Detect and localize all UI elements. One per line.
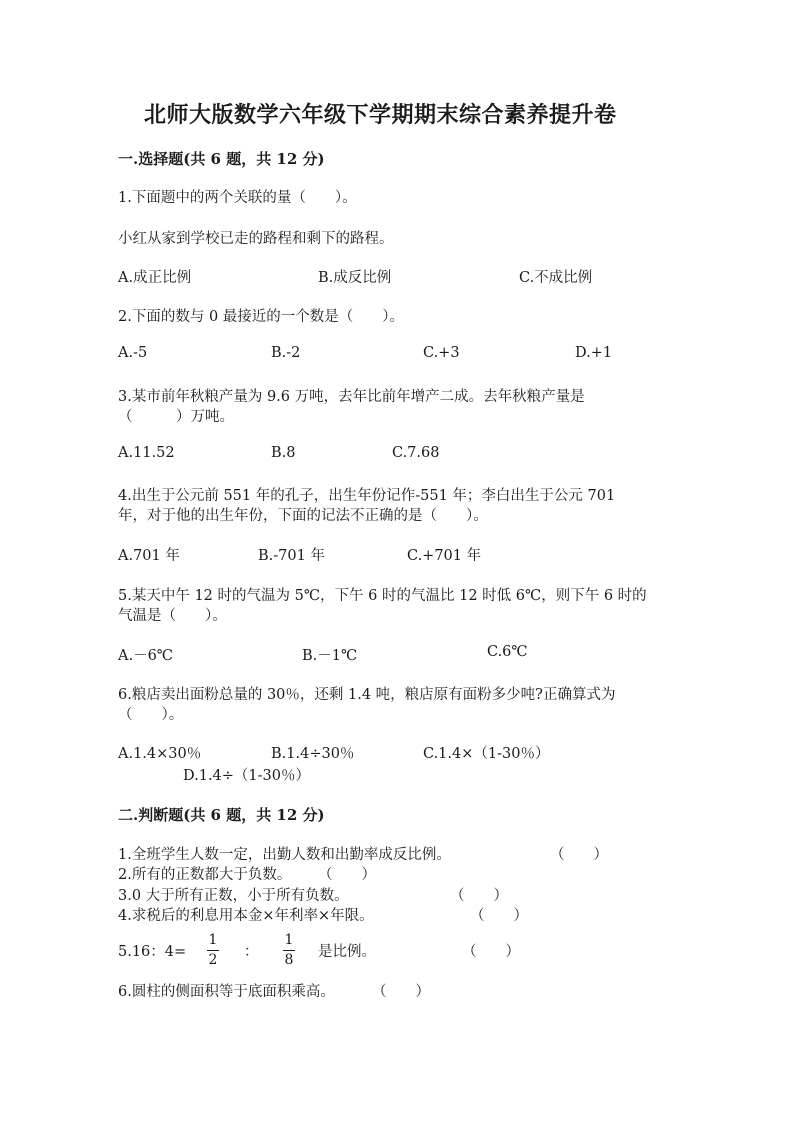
fraction-1-bar	[207, 950, 219, 951]
question-4-option-b: B.-701 年	[258, 548, 325, 564]
question-6-option-d: D.1.4÷（1-30％）	[183, 768, 311, 784]
question-2-option-a: A.-5	[118, 345, 148, 361]
judgement-5-fraction-2	[283, 932, 295, 969]
judgement-3-blank[interactable]: （ ）	[450, 888, 508, 904]
question-2-stem: 2.下面的数与 0 最接近的一个数是（ ）。	[118, 309, 405, 325]
question-4-stem-line2: 年，对于他的出生年份，下面的记法不正确的是（ ）。	[118, 508, 488, 524]
fraction-2-bar	[283, 950, 295, 951]
judgement-2-blank[interactable]: （ ）	[318, 867, 376, 883]
judgement-2-text: 2.所有的正数都大于负数。	[118, 867, 292, 883]
fraction-1-numerator: 1	[208, 932, 218, 948]
judgement-1-blank[interactable]: （ ）	[550, 847, 608, 863]
question-3-option-a: A.11.52	[118, 445, 175, 461]
question-5-option-b: B.－1℃	[302, 648, 358, 664]
question-5-option-c: C.6℃	[487, 644, 528, 660]
question-4-stem-line1: 4.出生于公元前 551 年的孔子，出生年份记作-551 年；李白出生于公元 701	[118, 488, 616, 504]
question-1-option-a: A.成正比例	[118, 270, 192, 286]
judgement-6-text: 6.圆柱的侧面积等于底面积乘高。	[118, 984, 335, 1000]
question-2-option-d: D.+1	[575, 345, 613, 361]
judgement-5-fraction-1	[207, 932, 219, 969]
question-1-option-c: C.不成比例	[519, 270, 593, 286]
question-6-stem-line1: 6.粮店卖出面粉总量的 30％，还剩 1.4 吨，粮店原有面粉多少吨?正确算式为	[118, 687, 616, 703]
question-6-stem-line2: （ ）。	[118, 707, 184, 723]
judgement-6-blank[interactable]: （ ）	[372, 984, 430, 1000]
question-3-option-b: B.8	[271, 445, 296, 461]
question-4-option-a: A.701 年	[118, 548, 180, 564]
question-1-context: 小红从家到学校已走的路程和剩下的路程。	[118, 231, 394, 247]
question-5-stem-line2: 气温是（ ）。	[118, 608, 227, 624]
judgement-5-suffix: 是比例。	[318, 944, 376, 960]
question-2-option-b: B.-2	[271, 345, 301, 361]
section-heading-judgement: 二.判断题(共 6 题，共 12 分)	[118, 806, 325, 824]
judgement-4-text: 4.求税后的利息用本金×年利率×年限。	[118, 908, 374, 924]
judgement-1-text: 1.全班学生人数一定，出勤人数和出勤率成反比例。	[118, 847, 451, 863]
judgement-3-text: 3.0 大于所有正数，小于所有负数。	[118, 888, 349, 904]
judgement-4-blank[interactable]: （ ）	[470, 908, 528, 924]
question-6-option-a: A.1.4×30％	[118, 746, 202, 762]
question-5-stem-line1: 5.某天中午 12 时的气温为 5℃，下午 6 时的气温比 12 时低 6℃，则下午 6 时的	[118, 588, 647, 604]
fraction-2-denominator: 8	[284, 952, 294, 968]
question-3-option-c: C.7.68	[392, 445, 440, 461]
question-3-stem-line2: （ ）万吨。	[118, 409, 234, 425]
question-4-option-c: C.+701 年	[407, 548, 482, 564]
question-2-option-c: C.+3	[423, 345, 460, 361]
question-3-stem-line1: 3.某市前年秋粮产量为 9.6 万吨，去年比前年增产二成。去年秋粮产量是	[118, 389, 585, 405]
page-title: 北师大版数学六年级下学期期末综合素养提升卷	[144, 102, 617, 128]
section-heading-choice: 一.选择题(共 6 题，共 12 分)	[118, 150, 325, 168]
question-5-option-a: A.－6℃	[118, 648, 174, 664]
judgement-5-prefix: 5.16：4=	[118, 944, 187, 960]
fraction-1-denominator: 2	[208, 952, 218, 968]
question-1-stem: 1.下面题中的两个关联的量（ ）。	[118, 190, 357, 206]
question-1-option-b: B.成反比例	[318, 270, 392, 286]
question-6-option-c: C.1.4×（1-30％）	[423, 746, 550, 762]
judgement-5-colon: ：	[244, 944, 259, 960]
question-6-option-b: B.1.4÷30％	[271, 746, 355, 762]
judgement-5-blank[interactable]: （ ）	[462, 944, 520, 960]
fraction-2-numerator: 1	[284, 932, 294, 948]
